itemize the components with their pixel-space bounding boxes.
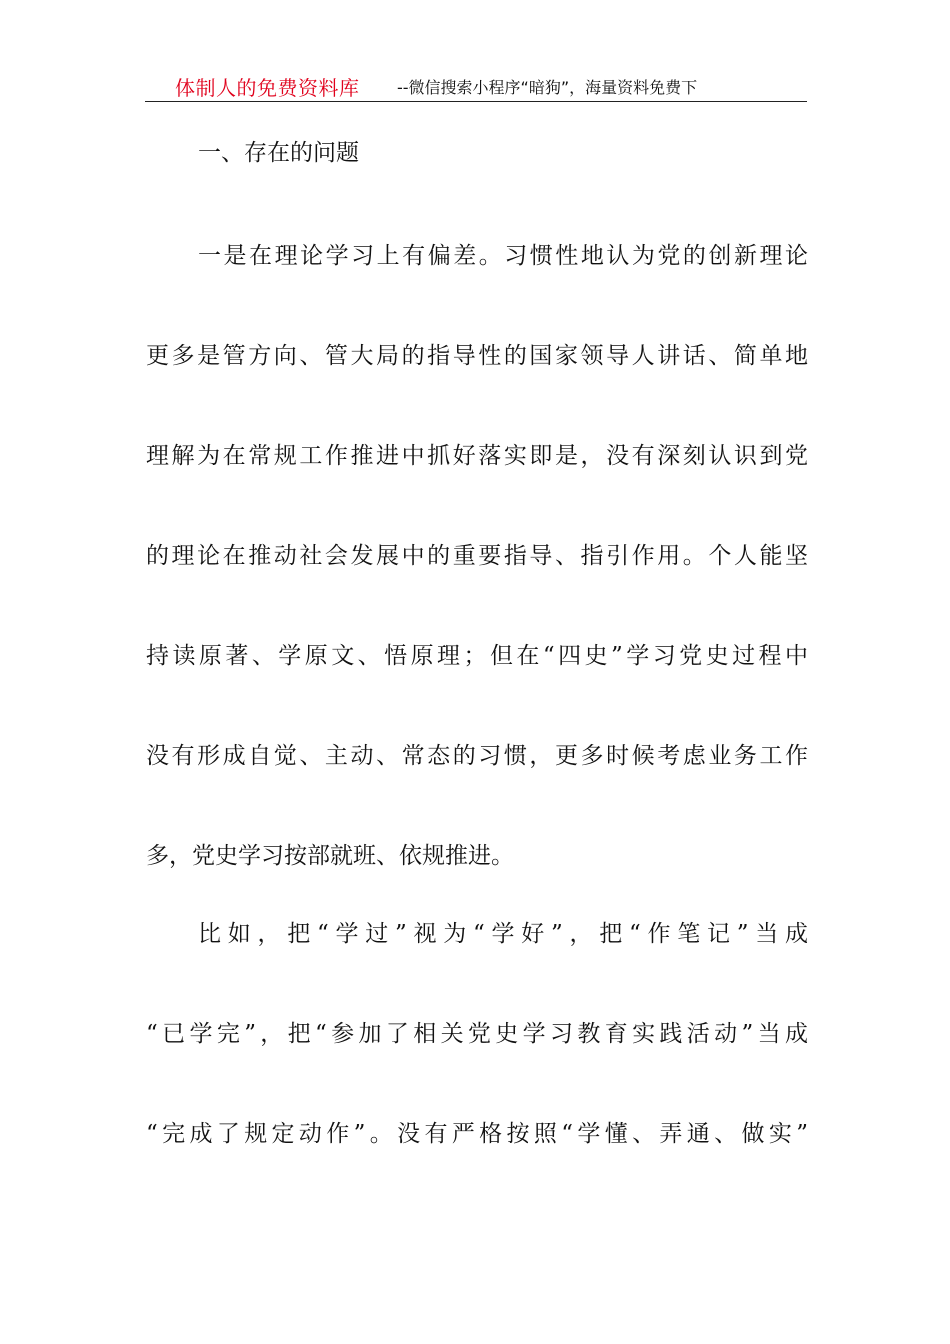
section-heading: 一、存在的问题 [198,140,359,166]
paragraph-1-line-6: 没有形成自觉、主动、常态的习惯，更多时候考虑业务工作 [146,743,808,769]
paragraph-2-line-3: “完成了规定动作”。没有严格按照“学懂、弄通、做实” [146,1121,808,1147]
paragraph-2-line-1: 比如，把“学过”视为“学好”，把“作笔记”当成 [198,921,808,947]
paragraph-1-line-2: 更多是管方向、管大局的指导性的国家领导人讲话、简单地 [146,343,808,369]
paragraph-1-line-3: 理解为在常规工作推进中抓好落实即是，没有深刻认识到党 [146,443,808,469]
page-header [145,72,807,100]
paragraph-1-line-5: 持读原著、学原文、悟原理；但在“四史”学习党史过程中 [146,643,808,669]
header-divider [145,101,807,102]
paragraph-1-line-1: 一是在理论学习上有偏差。习惯性地认为党的创新理论 [198,243,808,269]
paragraph-1-line-7: 多，党史学习按部就班、依规推进。 [146,843,514,869]
header-note: --微信搜索小程序“暗狗”，海量资料免费下 [397,78,698,97]
paragraph-1-line-4: 的理论在推动社会发展中的重要指导、指引作用。个人能坚 [146,543,808,569]
header-brand: 体制人的免费资料库 [175,76,360,100]
paragraph-2-line-2: “已学完”，把“参加了相关党史学习教育实践活动”当成 [146,1021,808,1047]
